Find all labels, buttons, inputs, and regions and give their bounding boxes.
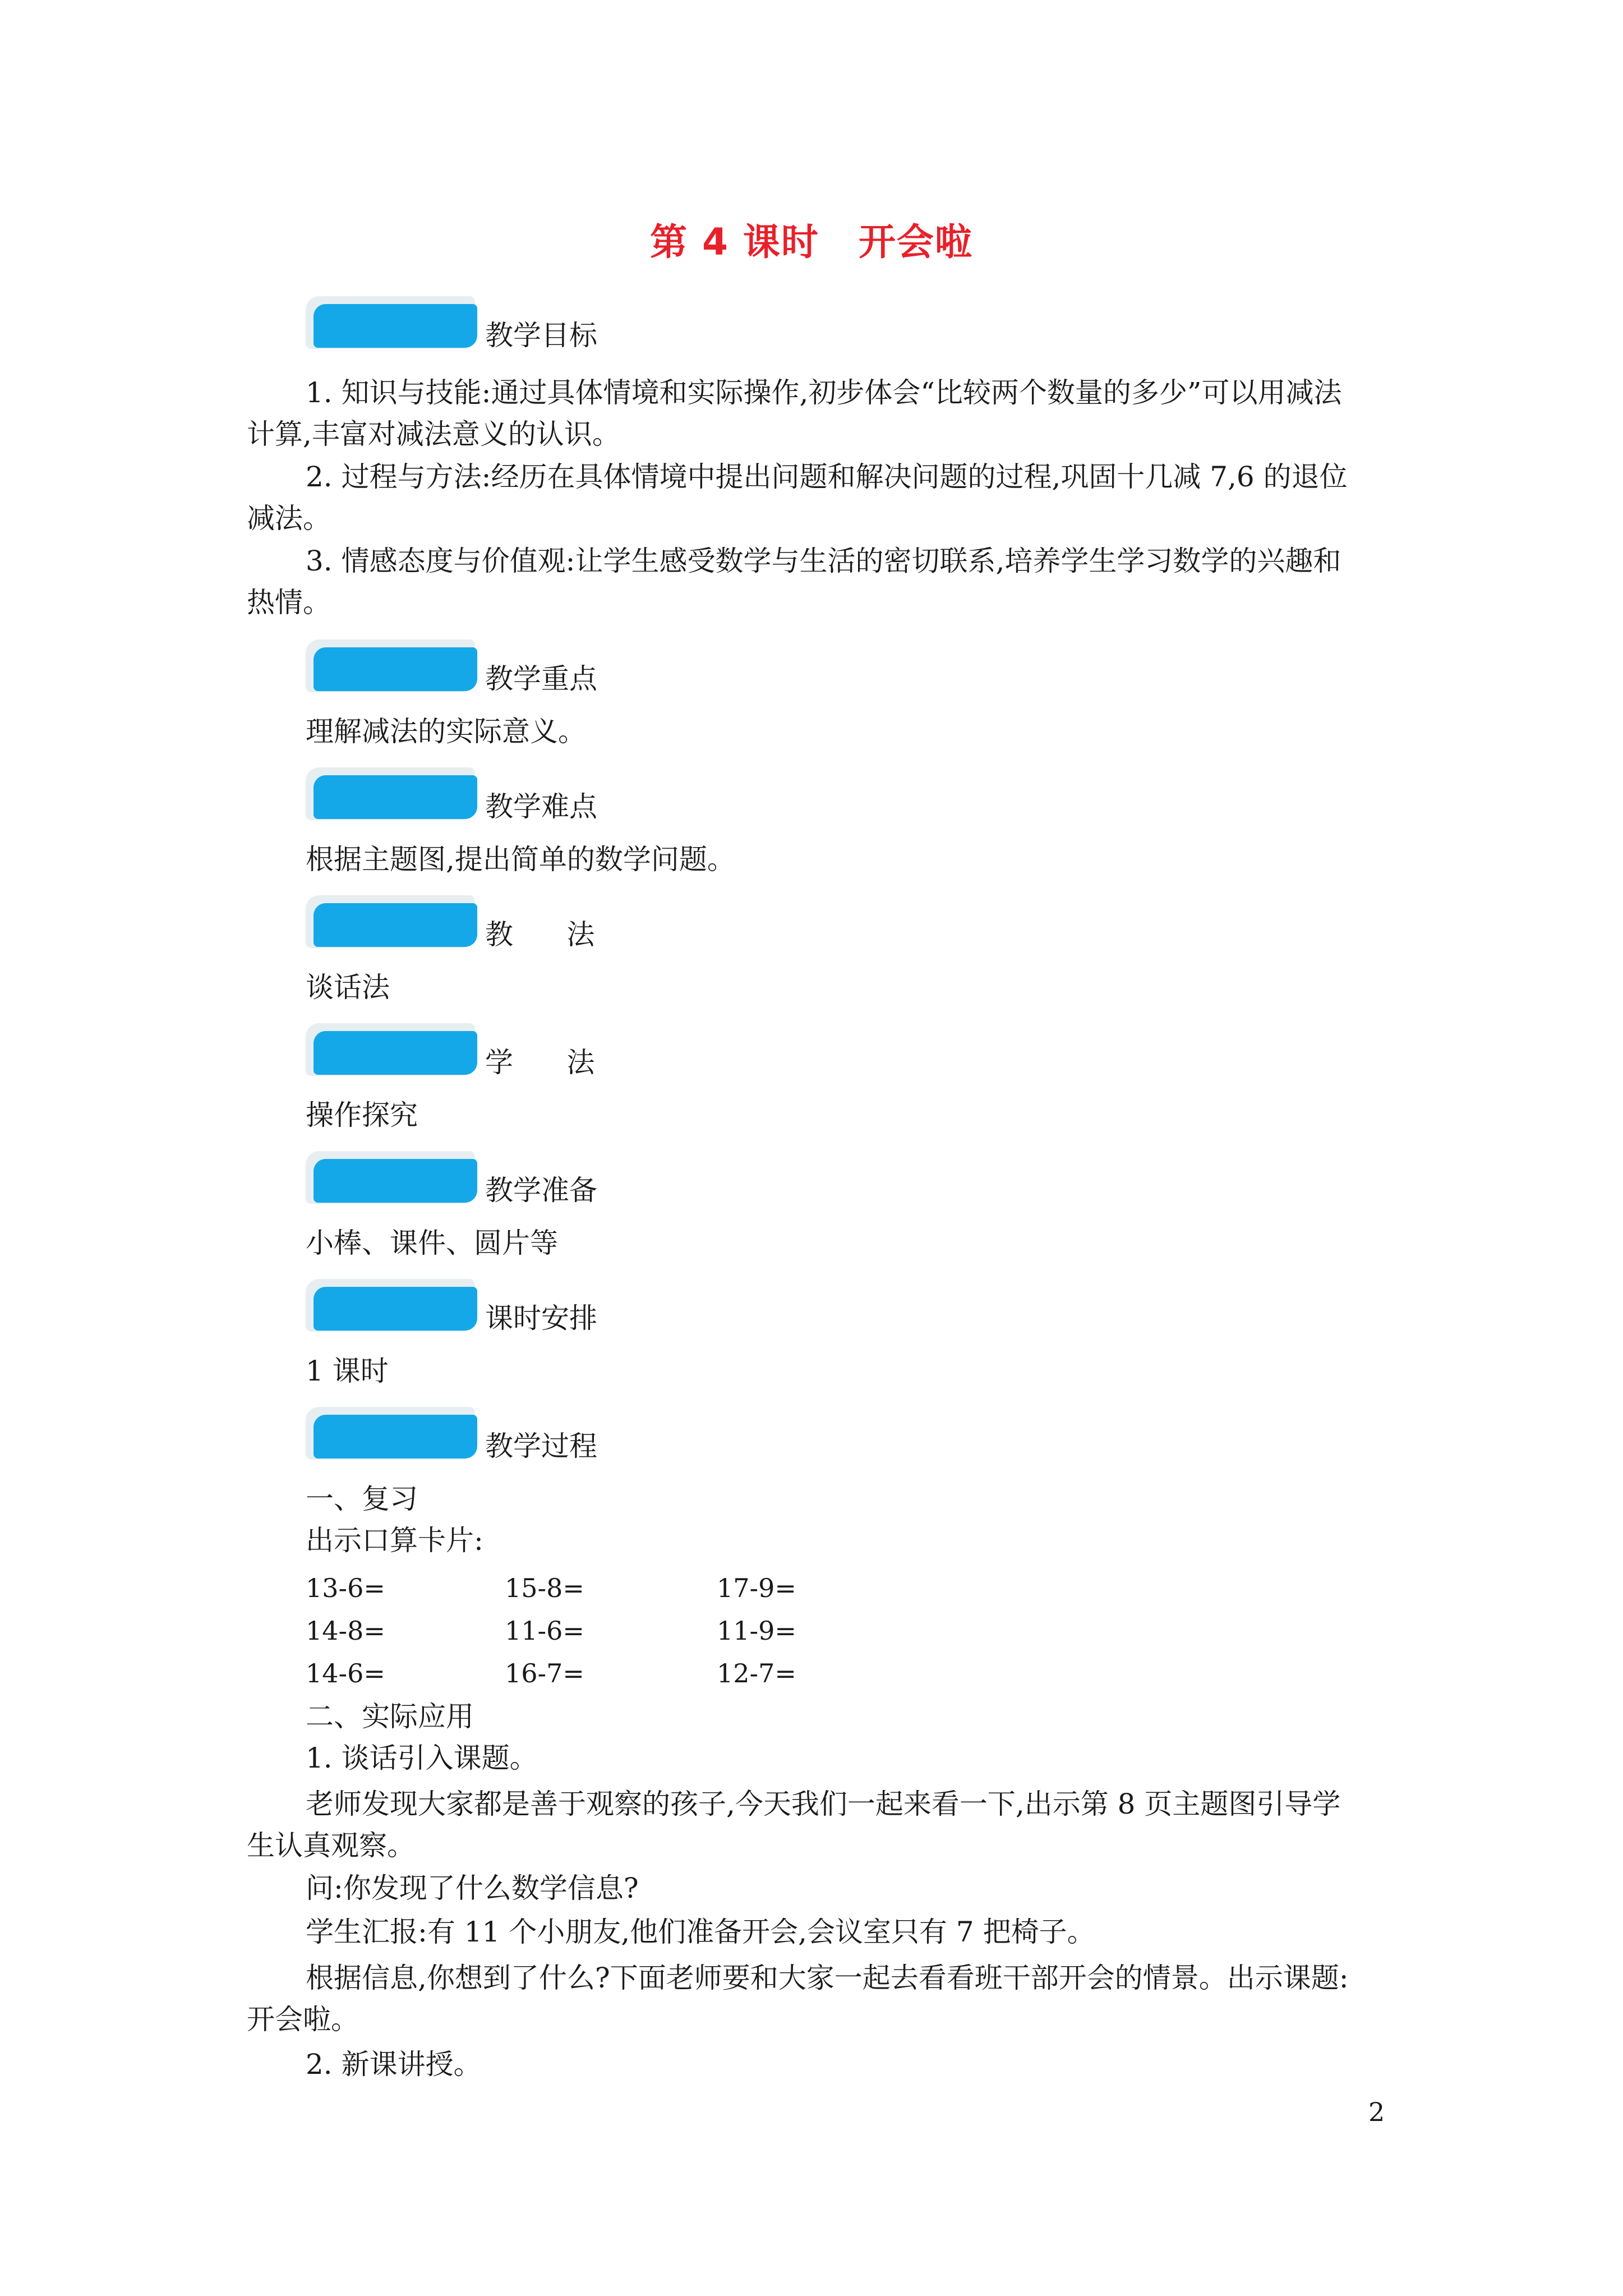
section-badge-icon (306, 1023, 479, 1079)
paragraph-2-line-2: 开会啦。 (247, 2003, 359, 2036)
lesson-name: 开会啦 (858, 220, 973, 264)
section-goal-label: 教学目标 (485, 319, 597, 352)
prep-text: 小棒、课件、圆片等 (306, 1227, 558, 1259)
goal-2-line-1: 2. 过程与方法:经历在具体情境中提出问题和解决问题的过程,巩固十几减 7,6 的退位 (306, 461, 1348, 493)
teach-method-text: 谈话法 (306, 971, 390, 1004)
paragraph-1-line-1: 老师发现大家都是善于观察的孩子,今天我们一起来看一下,出示第 8 页主题图引导学 (306, 1788, 1341, 1820)
section-learn-method-label: 学 法 (485, 1046, 595, 1079)
review-heading: 一、复习 (306, 1483, 418, 1515)
question: 问:你发现了什么数学信息? (306, 1872, 639, 1904)
key-text: 理解减法的实际意义。 (306, 715, 586, 748)
goal-1-line-2: 计算,丰富对减法意义的认识。 (247, 418, 620, 450)
goal-2-line-2: 减法。 (247, 502, 331, 535)
lesson-number: 第 4 课时 (650, 220, 819, 264)
section-difficulty (306, 767, 665, 823)
learn-method-text: 操作探究 (306, 1099, 418, 1131)
schedule-text: 1 课时 (306, 1355, 389, 1387)
lesson-title (0, 212, 1623, 265)
difficulty-text: 根据主题图,提出简单的数学问题。 (306, 843, 735, 876)
section-prep (306, 1151, 665, 1207)
section-schedule-label: 课时安排 (485, 1302, 597, 1335)
card-r3-c3: 12-7= (717, 1658, 796, 1688)
apply-heading: 二、实际应用 (306, 1700, 474, 1733)
section-badge-icon (306, 639, 479, 696)
page-number: 2 (1368, 2097, 1385, 2127)
section-schedule (306, 1279, 665, 1335)
goal-1-line-1: 1. 知识与技能:通过具体情境和实际操作,初步体会“比较两个数量的多少”可以用减法 (306, 376, 1342, 409)
card-r2-c1: 14-8= (306, 1616, 385, 1646)
section-badge-icon (306, 1279, 479, 1335)
card-r2-c2: 11-6= (505, 1616, 584, 1646)
section-teach-method (306, 895, 665, 951)
card-r2-c3: 11-9= (717, 1616, 796, 1646)
step-1: 1. 谈话引入课题。 (306, 1742, 538, 1774)
section-goal (306, 296, 665, 352)
card-r1-c1: 13-6= (306, 1573, 385, 1603)
section-badge-icon (306, 1151, 479, 1207)
section-key-label: 教学重点 (485, 662, 597, 695)
card-r3-c2: 16-7= (505, 1658, 584, 1688)
card-r3-c1: 14-6= (306, 1658, 385, 1688)
paragraph-2-line-1: 根据信息,你想到了什么?下面老师要和大家一起去看看班干部开会的情景。出示课题: (306, 1962, 1349, 1994)
card-r1-c2: 15-8= (505, 1573, 584, 1603)
section-badge-icon (306, 296, 479, 352)
section-difficulty-label: 教学难点 (485, 790, 597, 823)
section-badge-icon (306, 895, 479, 951)
section-badge-icon (306, 1407, 479, 1463)
section-badge-icon (306, 767, 479, 823)
section-prep-label: 教学准备 (485, 1174, 597, 1207)
card-r1-c3: 17-9= (717, 1573, 796, 1603)
goal-3-line-2: 热情。 (247, 586, 331, 619)
section-process (306, 1407, 665, 1462)
section-teach-method-label: 教 法 (485, 918, 595, 951)
cards-intro: 出示口算卡片: (306, 1524, 483, 1557)
student-report: 学生汇报:有 11 个小朋友,他们准备开会,会议室只有 7 把椅子。 (306, 1916, 1095, 1948)
step-2: 2. 新课讲授。 (306, 2048, 482, 2081)
section-key (306, 639, 665, 695)
section-process-label: 教学过程 (485, 1430, 597, 1462)
paragraph-1-line-2: 生认真观察。 (247, 1829, 415, 1862)
goal-3-line-1: 3. 情感态度与价值观:让学生感受数学与生活的密切联系,培养学生学习数学的兴趣和 (306, 545, 1341, 577)
section-learn-method (306, 1023, 665, 1079)
